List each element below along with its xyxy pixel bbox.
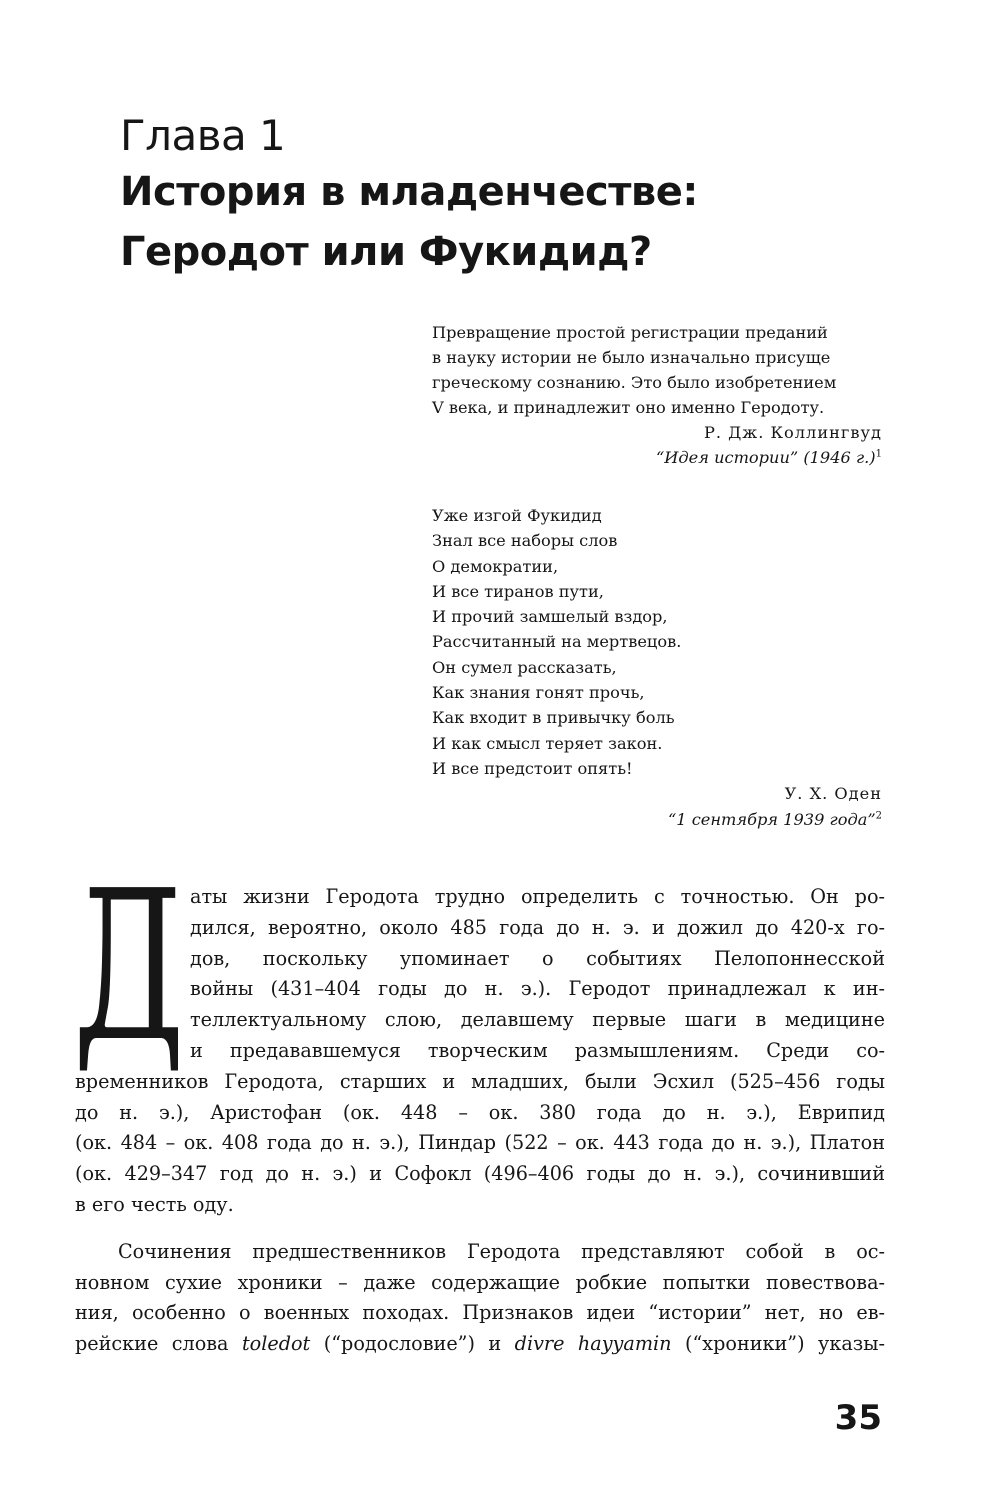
chapter-label: Глава 1: [120, 111, 286, 160]
epigraph-source-title: “Идея истории” (1946 г.): [656, 448, 876, 467]
text-line: новном сухие хроники – даже содержащие робкие попытки повествова-: [75, 1270, 885, 1294]
poem-line: Знал все наборы слов: [432, 531, 618, 551]
text-line: в его честь оду.: [75, 1192, 234, 1216]
text-line: (ок. 429–347 год до н. э.) и Софокл (496–406 годы до н. э.), сочинивший: [75, 1162, 885, 1186]
epigraph-line: в науку истории не было изначально присуще: [432, 348, 831, 367]
epigraph-auden: [432, 503, 882, 832]
text-line: дов, поскольку упоминает о событиях Пелопоннесской: [190, 946, 885, 970]
epigraph-collingwood: [432, 320, 882, 470]
text-line: войны (431–404 годы до н. э.). Геродот принадлежал к ин-: [190, 977, 885, 1001]
text-run: (“хроники”) указы-: [671, 1332, 885, 1356]
text-line: временников Геродота, старших и младших, были Эсхил (525–456 годы: [75, 1069, 885, 1093]
chapter-title-line-2: Геродот или Фукидид?: [120, 229, 652, 275]
epigraph-author: Р. Дж. Коллингвуд: [703, 423, 882, 442]
text-line: Сочинения предшественников Геродота представляют собой в ос-: [118, 1239, 885, 1263]
hebrew-term-toledot: toledot: [241, 1332, 311, 1356]
poem-line: Уже изгой Фукидид: [432, 506, 602, 525]
text-line: до н. э.), Аристофан (ок. 448 – ок. 380 года до н. э.), Еврипид: [75, 1100, 885, 1124]
text-line: ния, особенно о военных походах. Признаков идеи “истории” нет, но ев-: [75, 1301, 885, 1325]
text-line: теллектуальному слою, делавшему первые шаги в медицине: [190, 1008, 885, 1032]
poem-line: Рассчитанный на мертвецов.: [432, 632, 682, 652]
text-line: аты жизни Геродота трудно определить с точностью. Он ро-: [190, 885, 885, 908]
poem: [432, 503, 882, 781]
epigraph-line: греческому сознанию. Это было изобретением: [432, 373, 837, 392]
text-line: дился, вероятно, около 485 года до н. э. и дожил до 420-х го-: [190, 915, 885, 939]
text-line: (ок. 484 – ок. 408 года до н. э.), Пиндар (522 – ок. 443 года до н. э.), Платон: [75, 1131, 885, 1155]
epigraph-line: V века, и принадлежит оно именно Геродоту.: [432, 398, 825, 417]
poem-line: Как знания гонят прочь,: [432, 683, 645, 703]
chapter-title: [120, 162, 900, 282]
chapter-title-line-1: История в младенчестве:: [120, 169, 698, 215]
poem-line: И прочий замшелый вздор,: [432, 607, 668, 627]
paragraph: [75, 1237, 885, 1360]
epigraph-source-title: “1 сентября 1939 года”: [667, 809, 876, 829]
body-text: [75, 882, 885, 1360]
epigraph-line: Превращение простой регистрации преданий: [432, 323, 828, 342]
poem-line: И все тиранов пути,: [432, 581, 604, 601]
epigraph-source: [432, 445, 882, 470]
poem-line: И все предстоит опять!: [432, 758, 633, 778]
text-run: рейские слова: [75, 1332, 242, 1356]
paragraph: [75, 882, 885, 1221]
poem-line: О демократии,: [432, 556, 559, 576]
drop-cap-glyph: Д: [72, 845, 185, 1088]
footnote-marker: 1: [875, 448, 882, 460]
poem-line: Как входит в привычку боль: [432, 708, 675, 728]
footnote-marker: 2: [875, 810, 882, 822]
page-number: 35: [834, 1398, 882, 1438]
poem-line: Он сумел рассказать,: [432, 657, 617, 677]
epigraph-source: [432, 807, 882, 832]
epigraph-author: У. Х. Оден: [784, 784, 882, 804]
hebrew-term-divre-hayyamin: divre hayyamin: [514, 1332, 672, 1356]
text-run: (“родословие”) и: [310, 1332, 515, 1356]
epigraph-text: [432, 320, 882, 420]
text-line: [75, 1329, 885, 1360]
text-line: и предававшемуся творческим размышлениям. Среди со-: [190, 1038, 885, 1062]
poem-line: И как смысл теряет закон.: [432, 733, 663, 753]
